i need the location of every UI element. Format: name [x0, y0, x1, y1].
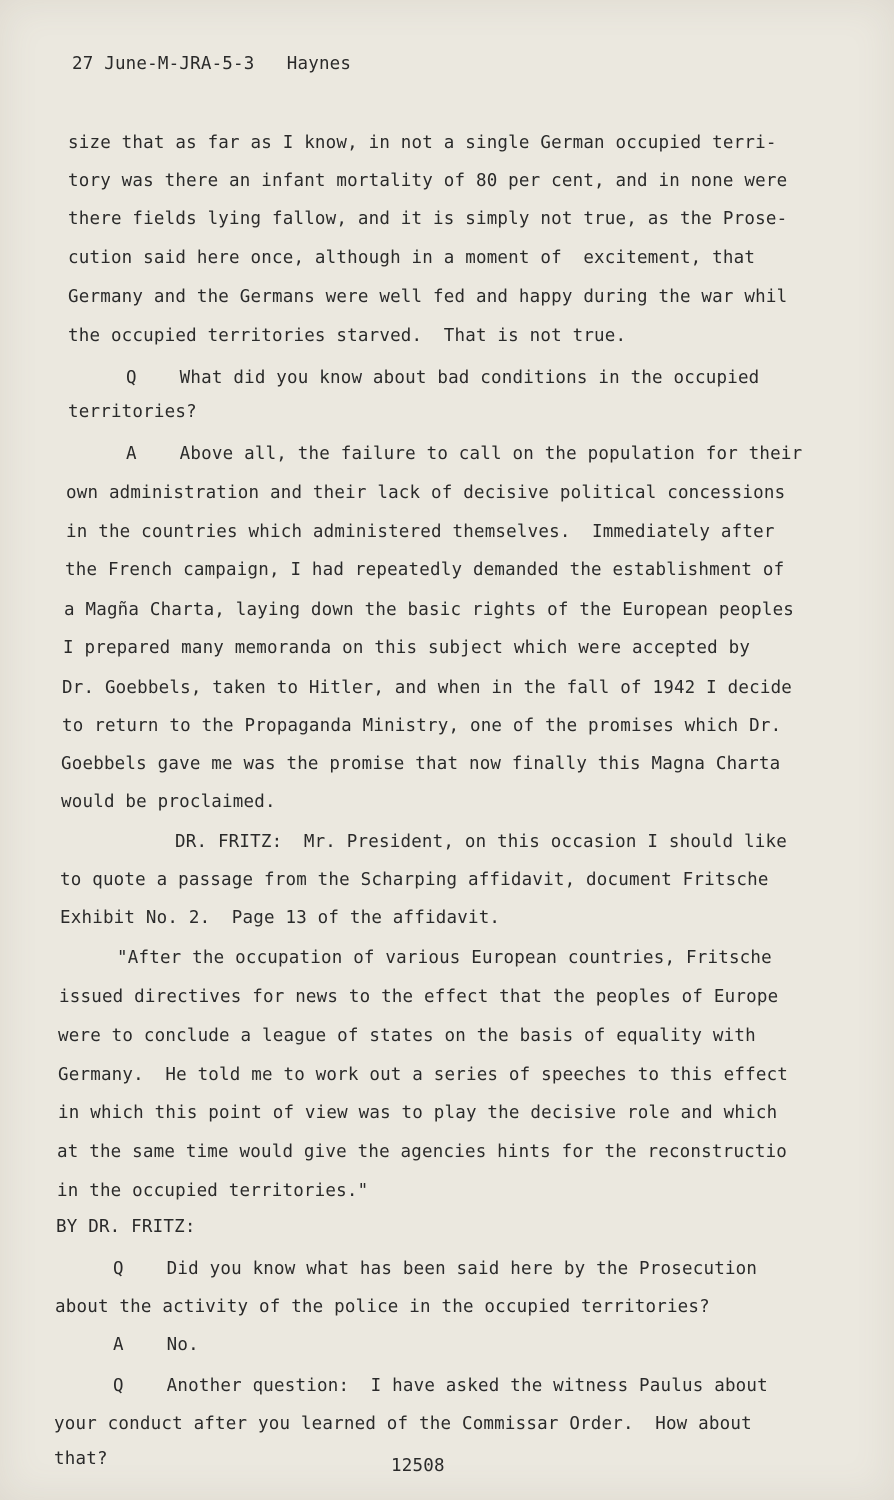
text-line: A Above all, the failure to call on the population for their	[126, 444, 803, 464]
text-line: the occupied territories starved. That is not true.	[68, 326, 627, 346]
text-line: there fields lying fallow, and it is simply not true, as the Prose-	[68, 209, 788, 229]
text-line: in the occupied territories."	[57, 1181, 369, 1201]
text-line: Q Another question: I have asked the witness Paulus about	[113, 1376, 768, 1396]
text-line: "After the occupation of various European countries, Fritsche	[117, 948, 772, 968]
text-line: in which this point of view was to play the decisive role and which	[58, 1103, 778, 1123]
page-header	[72, 54, 351, 74]
text-line: Q What did you know about bad conditions in the occupied	[126, 368, 760, 388]
text-line: Germany and the Germans were well fed and happy during the war whil	[68, 287, 788, 307]
text-line: your conduct after you learned of the Commissar Order. How about	[54, 1414, 752, 1434]
text-line: in the countries which administered themselves. Immediately after	[66, 522, 775, 542]
text-line: to return to the Propaganda Ministry, one of the promises which Dr.	[62, 716, 782, 736]
page-number: 12508	[391, 1456, 445, 1476]
text-line: the French campaign, I had repeatedly demanded the establishment of	[65, 560, 785, 580]
text-line: A No.	[113, 1335, 199, 1355]
text-line: BY DR. FRITZ:	[56, 1217, 196, 1237]
text-line: to quote a passage from the Scharping affidavit, document Fritsche	[60, 870, 769, 890]
text-line: cution said here once, although in a moment of excitement, that	[68, 248, 756, 268]
header-reference: 27 June-M-JRA-5-3	[72, 54, 255, 74]
text-line: DR. FRITZ: Mr. President, on this occasion I should like	[175, 832, 787, 852]
text-line: that?	[54, 1449, 108, 1469]
text-line: size that as far as I know, in not a single German occupied terri-	[68, 133, 777, 153]
text-line: issued directives for news to the effect that the peoples of Europe	[59, 987, 779, 1007]
text-line: own administration and their lack of decisive political concessions	[66, 483, 786, 503]
text-line: were to conclude a league of states on the basis of equality with	[58, 1026, 756, 1046]
text-line: Q Did you know what has been said here by the Prosecution	[113, 1259, 758, 1279]
text-line: tory was there an infant mortality of 80 per cent, and in none were	[68, 171, 788, 191]
text-line: I prepared many memoranda on this subject which were accepted by	[63, 638, 751, 658]
text-line: at the same time would give the agencies hints for the reconstructio	[57, 1142, 788, 1162]
text-line: Germany. He told me to work out a series of speeches to this effect	[58, 1065, 789, 1085]
text-line: Goebbels gave me was the promise that now finally this Magna Charta	[61, 754, 781, 774]
text-line: Dr. Goebbels, taken to Hitler, and when in the fall of 1942 I decide	[62, 678, 793, 698]
text-line: a Magña Charta, laying down the basic rights of the European peoples	[64, 600, 795, 620]
text-line: about the activity of the police in the occupied territories?	[55, 1297, 710, 1317]
text-line: would be proclaimed.	[61, 792, 276, 812]
text-line: territories?	[68, 402, 197, 422]
text-line: Exhibit No. 2. Page 13 of the affidavit.	[60, 908, 501, 928]
header-name: Haynes	[286, 54, 352, 74]
